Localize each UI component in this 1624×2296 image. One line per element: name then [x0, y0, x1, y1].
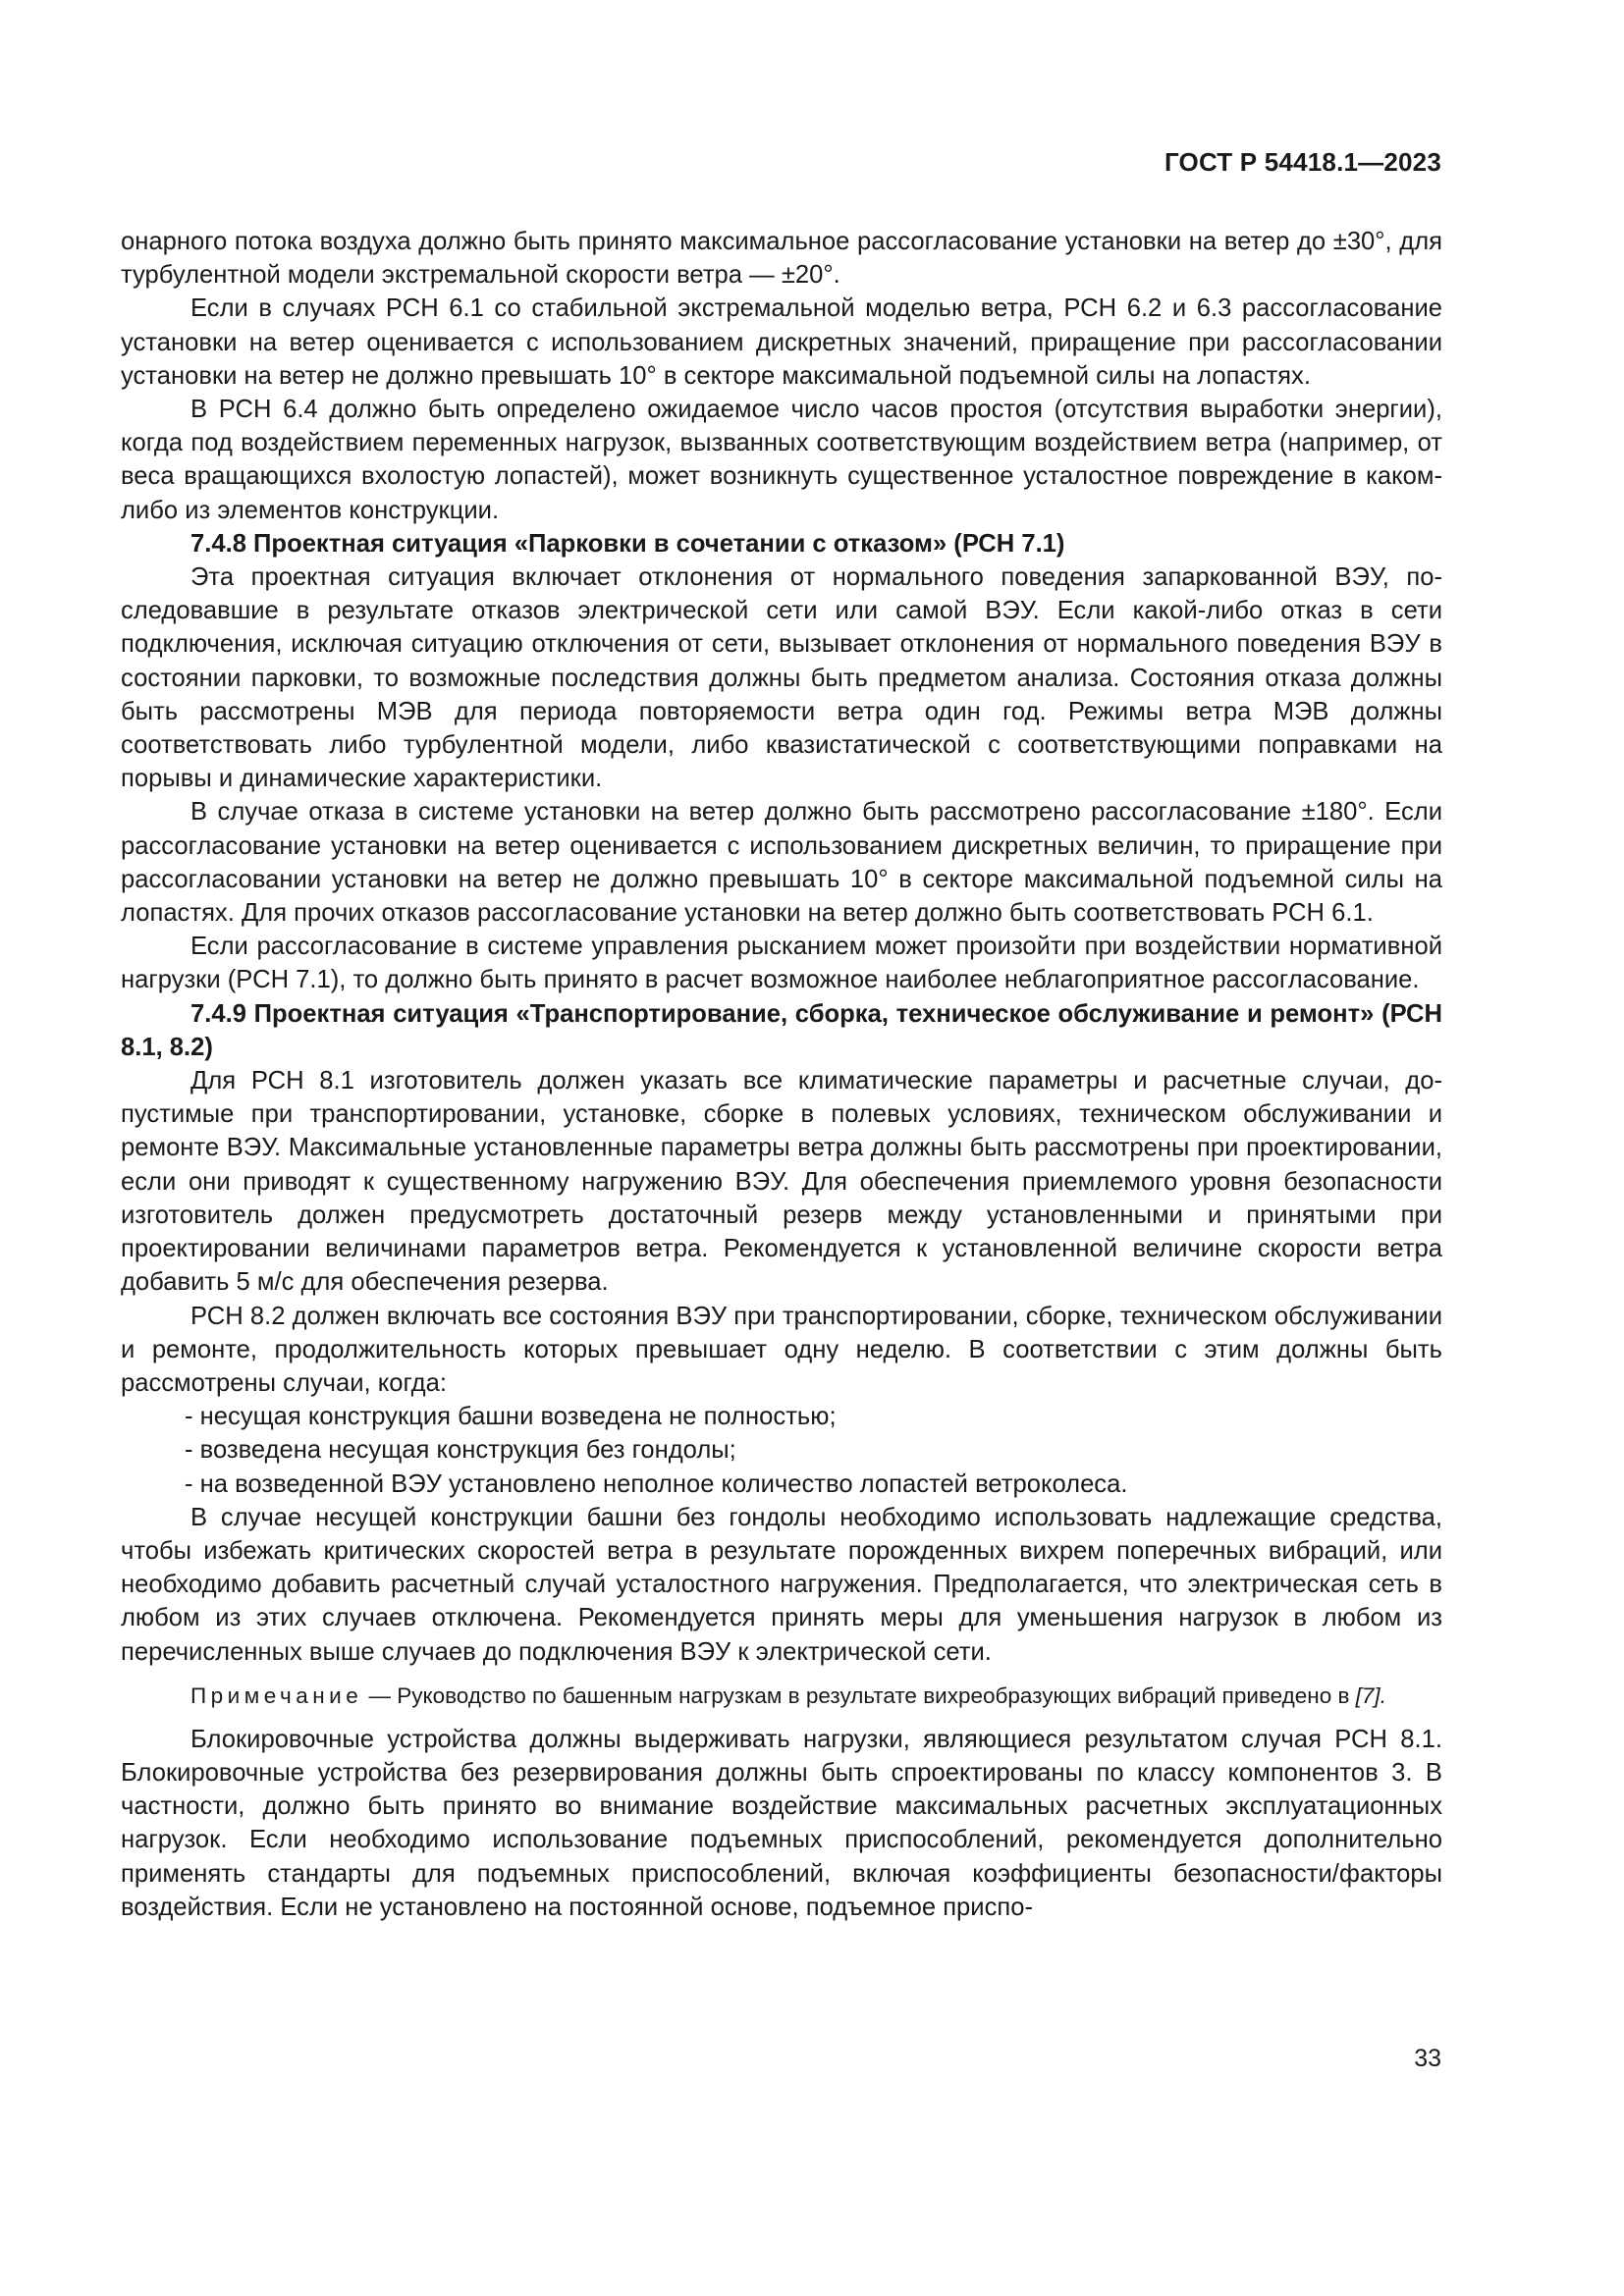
paragraph: Если в случаях РСН 6.1 со стабильной экстремальной моделью ветра, РСН 6.2 и 6.3 рассогласование установки на ветер оценивается с использованием дискретных значений, приращение при рассогласовании установки на ветер не должно превышать 10° в секторе максимальной подъемной силы на лопастях. — [121, 294, 1442, 390]
list-item: - несущая конструкция башни возведена не полностью; — [185, 1403, 837, 1431]
paragraph: В случае несущей конструкции башни без гондолы необходимо использовать надлежащие средства, чтобы избежать критических скоростей ветра в результате порожденных вихрем поперечных вибраций, или необходимо добавить расчетный случай усталостного нагружения. Предполагается, что электрическая сеть в любом из этих случаев отключена. Рекомендуется принять меры для уменьшения нагрузок в любом из перечисленных выше случаев до подключения ВЭУ к электрической сети. — [121, 1503, 1442, 1666]
paragraph: РСН 8.2 должен включать все состояния ВЭУ при транспортировании, сборке, техническом обслуживании и ремонте, продолжительность которых превышает одну неделю. В соответствии с этим должны быть рассмотрены случаи, когда: — [121, 1302, 1442, 1397]
paragraph-continuation: онарного потока воздуха должно быть принято максимальное рассогласование установки на ветер до ±30°, для турбулентной модели экстремальной скорости ветра — ±20°. — [121, 228, 1442, 290]
paragraph: В случае отказа в системе установки на ветер должно быть рассмотрено рассогласование ±180°. Если рассогласование установки на ветер оценивается с использованием дискретных величин, то приращение при рассогласовании установки на ветер не должно превышать 10° в секторе максимальной подъемной силы на лопастях. Для прочих отказов рассогласование установки на ветер должно быть соответствовать РСН 6.1. — [121, 798, 1442, 928]
note — [121, 1681, 1442, 1711]
paragraph: Если рассогласование в системе управления рысканием может произойти при воздействии нормативной нагрузки (РСН 7.1), то должно быть принято в расчет возможное наиболее неблагоприятное рассогласование. — [121, 933, 1442, 994]
section-heading-7-4-9: 7.4.9 Проектная ситуация «Транспортирование, сборка, техническое обслуживание и ремонт» (РСН 8.1, 8.2) — [121, 999, 1442, 1061]
paragraph: Эта проектная ситуация включает отклонения от нормального поведения запаркованной ВЭУ, последовавшие в результате отказов электрической сети или самой ВЭУ. Если какой-либо отказ в сети подключения, исключая ситуацию отключения от сети, вызывает отклонения от нормального поведения ВЭУ в состоянии парковки, то возможные последствия должны быть предметом анализа. Состояния отказа должны быть рассмотрены МЭВ для периода повторяемости ветра один год. Режимы ветра МЭВ должны соответствовать либо турбулентной модели, либо квазистатической с соответствующими поправками на порывы и динамические характеристики. — [121, 563, 1442, 793]
note-label: Примечание — [190, 1682, 363, 1708]
paragraph: В РСН 6.4 должно быть определено ожидаемое число часов простоя (отсутствия выработки энергии), когда под воздействием переменных нагрузок, вызванных соответствующим воздействием ветра (например, от веса вращающихся вхолостую лопастей), может возникнуть существенное усталостное повреждение в каком-либо из элементов конструкции. — [121, 396, 1442, 524]
section-heading-7-4-8: 7.4.8 Проектная ситуация «Парковки в сочетании с отказом» (РСН 7.1) — [190, 529, 1065, 558]
document-code-header: ГОСТ Р 54418.1—2023 — [1164, 147, 1441, 177]
document-body — [121, 225, 1442, 1924]
page-number: 33 — [1414, 2045, 1441, 2072]
paragraph: Для РСН 8.1 изготовитель должен указать все климатические параметры и расчетные случаи, допустимые при транспортировании, установке, сборке в полевых условиях, техническом обслуживании и ремонте ВЭУ. Максимальные установленные параметры ветра должны быть рассмотрены при проектировании, если они приводят к существенному нагружению ВЭУ. Для обеспечения приемлемого уровня безопасности изготовитель должен предусмотреть достаточный резерв между установленными и принятыми при проектировании величинами параметров ветра. Рекомендуется к установленной величине скорости ветра добавить 5 м/с для обеспечения резерва. — [121, 1067, 1442, 1297]
list-item: - возведена несущая конструкция без гондолы; — [185, 1436, 736, 1465]
paragraph: Блокировочные устройства должны выдерживать нагрузки, являющиеся результатом случая РСН 8.1. Блокировочные устройства без резервирования должны быть спроектированы по классу компонентов 3. В частности, должно быть принято во внимание воздействие максимальных расчетных эксплуатационных нагрузок. Если необходимо использование подъемных приспособлений, рекомендуется дополнительно применять стандарты для подъемных приспособлений, включая коэффициенты безопасности/факторы воздействия. Если не установлено на постоянной основе, подъемное приспо- — [121, 1725, 1442, 1921]
note-reference: [7]. — [1355, 1682, 1386, 1708]
list-item: - на возведенной ВЭУ установлено неполное количество лопастей ветроколеса. — [185, 1469, 1128, 1498]
note-text: — Руководство по башенным нагрузкам в результате вихреобразующих вибраций приведено в — [362, 1682, 1356, 1708]
